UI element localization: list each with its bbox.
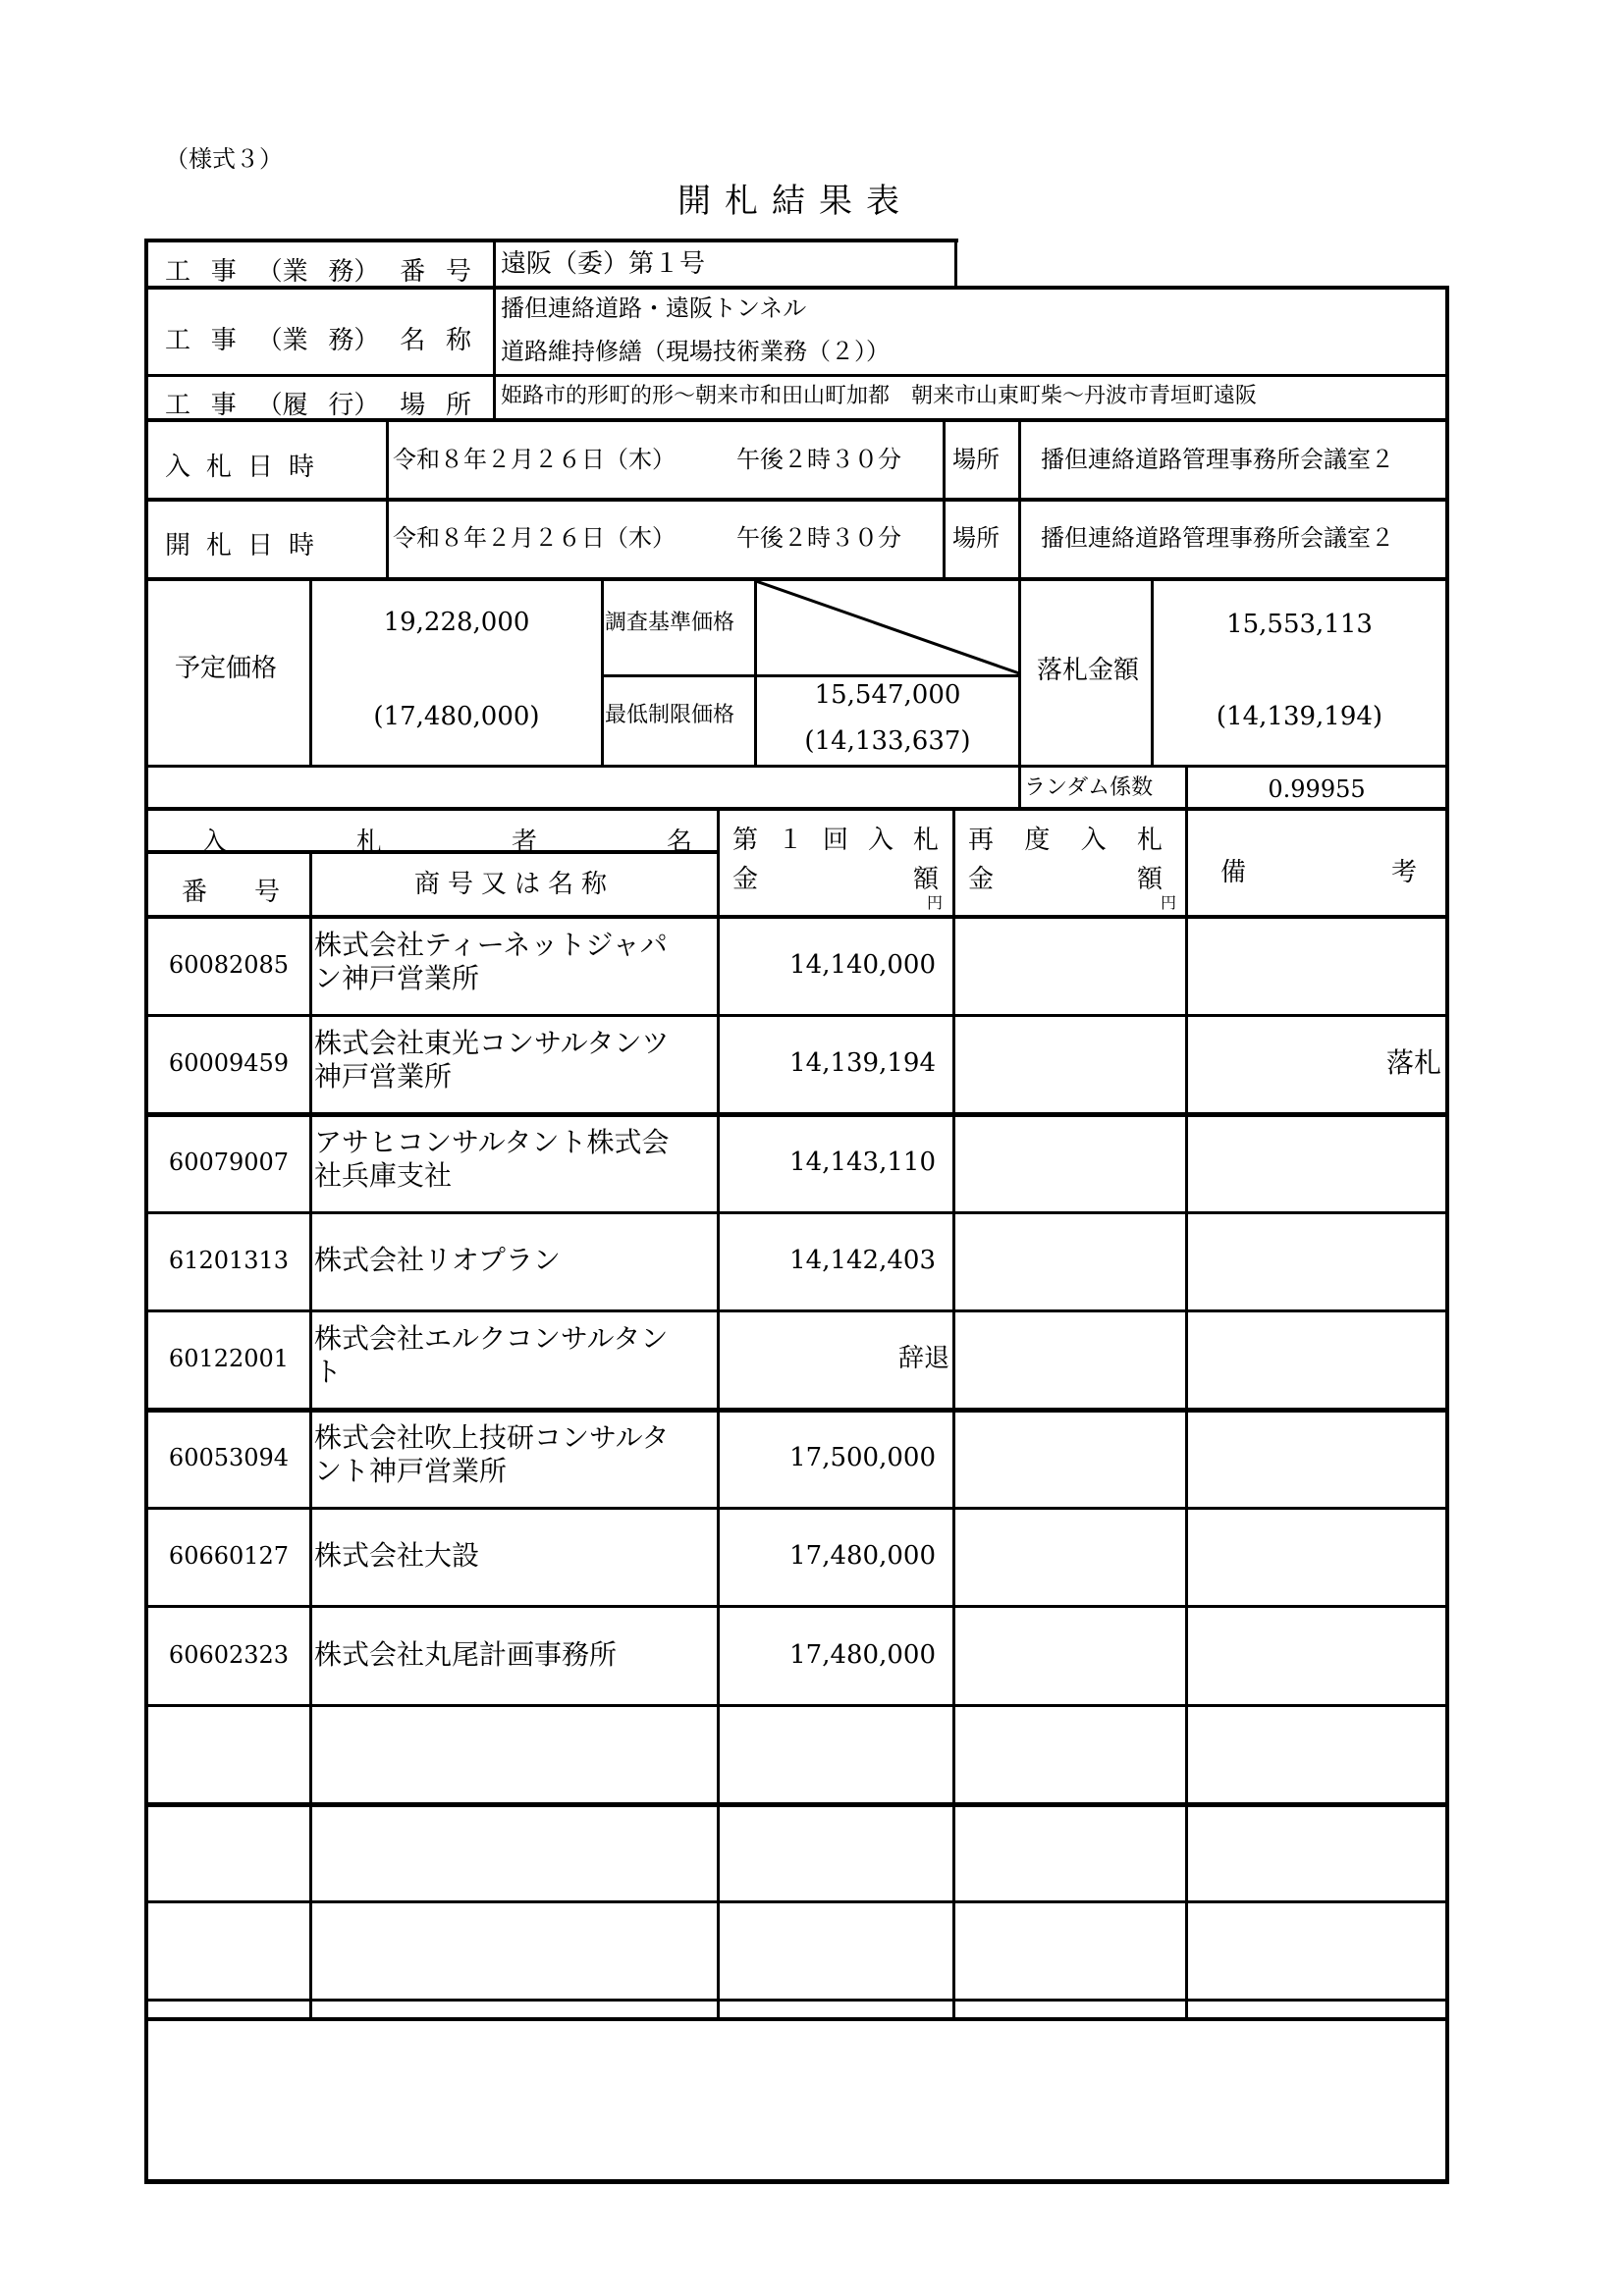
bidder-number: 60082085: [168, 951, 290, 979]
first-bid-amount: 14,143,110: [789, 1148, 936, 1177]
first-bid-header-top: 第 １ 回 入 札: [732, 826, 939, 855]
random-coefficient-label: ランダム係数: [1024, 775, 1154, 800]
planned-price-label: 予定価格: [175, 654, 278, 683]
first-bid-amount: 14,140,000: [789, 950, 936, 980]
first-bid-amount: 17,480,000: [789, 1640, 936, 1670]
bid-place-label: 場所: [952, 446, 1000, 473]
bidder-name-line1: 株式会社丸尾計画事務所: [314, 1638, 618, 1671]
bidder-name-line2: ン神戸営業所: [314, 962, 480, 994]
bidder-name-line2: 神戸営業所: [314, 1060, 453, 1093]
min-limit-ex-tax: (14,133,637): [804, 726, 971, 756]
first-bid-amount: 17,500,000: [789, 1443, 936, 1472]
first-bid-amount: 辞退: [897, 1344, 949, 1373]
rebid-yen-unit: 円: [1161, 893, 1177, 912]
bidder-name-line1: 株式会社吹上技研コンサルタ: [314, 1421, 670, 1454]
min-limit-value: 15,547,000: [814, 680, 961, 710]
bid-time-value: 午後２時３０分: [736, 446, 901, 473]
number-header: 番 号: [182, 878, 280, 907]
work-name-label: 工 事 （業 務） 名 称: [165, 326, 471, 355]
random-coefficient-value: 0.99955: [1268, 775, 1366, 803]
first-bid-amount: 17,480,000: [789, 1541, 936, 1571]
work-number-value: 遠阪（委）第１号: [501, 249, 706, 279]
rebid-header-top: 再 度 入 札: [968, 826, 1163, 855]
open-time-value: 午後２時３０分: [736, 524, 901, 552]
survey-base-label: 調査基準価格: [605, 611, 735, 635]
diagonal-slash: [756, 581, 1019, 675]
bidder-name-line1: 株式会社リオプラン: [314, 1244, 561, 1276]
first-bid-amount: 14,139,194: [789, 1048, 936, 1078]
rebid-header-bottom: 金 額: [968, 865, 1163, 894]
notes-area: [148, 2021, 1445, 2179]
bidder-number: 60009459: [168, 1049, 290, 1077]
bidder-number: 60079007: [168, 1148, 290, 1176]
work-location-value: 姫路市的形町的形〜朝来市和田山町加都 朝来市山東町柴〜丹波市青垣町遠阪: [501, 384, 1258, 408]
bidder-number: 60053094: [168, 1444, 290, 1471]
bidder-name-line1: 株式会社大設: [314, 1539, 480, 1572]
open-date-value: 令和８年２月２６日（木）: [393, 524, 676, 552]
open-place-value: 播但連絡道路管理事務所会議室２: [1041, 524, 1394, 552]
work-name-line1: 播但連絡道路・遠阪トンネル: [501, 294, 807, 322]
bidder-name-line1: 株式会社東光コンサルタンツ: [314, 1027, 670, 1059]
bidder-number: 60602323: [168, 1641, 290, 1669]
remarks-header: 備 考: [1220, 858, 1417, 887]
planned-price-value: 19,228,000: [383, 608, 530, 637]
first-bid-yen-unit: 円: [927, 893, 944, 912]
bidder-number: 60660127: [168, 1542, 290, 1570]
open-date-label: 開 札 日 時: [165, 531, 314, 561]
form-label: （様式３）: [165, 145, 283, 173]
min-limit-label: 最低制限価格: [605, 703, 735, 727]
bidder-name-header: 入 札 者 名: [201, 828, 692, 857]
company-name-header: 商号又は名称: [413, 870, 615, 899]
work-location-label: 工 事 （履 行） 場 所: [165, 391, 471, 420]
remarks-value: 落札: [1385, 1046, 1441, 1079]
open-place-label: 場所: [952, 524, 1000, 552]
first-bid-amount: 14,142,403: [789, 1246, 936, 1275]
bid-date-value: 令和８年２月２６日（木）: [393, 446, 676, 473]
bid-place-value: 播但連絡道路管理事務所会議室２: [1041, 446, 1394, 473]
planned-price-ex-tax: (17,480,000): [373, 702, 540, 731]
first-bid-header-bottom: 金 額: [732, 865, 939, 894]
bid-date-label: 入 札 日 時: [165, 453, 314, 482]
bidder-number: 60122001: [168, 1345, 290, 1372]
bidder-name-line2: ント神戸営業所: [314, 1455, 508, 1487]
bidder-name-line2: ト: [314, 1356, 343, 1388]
award-price-value: 15,553,113: [1226, 610, 1373, 639]
bidder-name-line1: 株式会社エルクコンサルタン: [314, 1322, 669, 1355]
work-number-label: 工 事 （業 務） 番 号: [165, 257, 471, 287]
bidder-number: 61201313: [168, 1247, 290, 1274]
award-price-label: 落札金額: [1037, 656, 1140, 685]
bidder-name-line1: 株式会社ティーネットジャパ: [314, 929, 668, 961]
table-bottom-border: [144, 2179, 1449, 2184]
award-price-ex-tax: (14,139,194): [1216, 702, 1383, 731]
bidder-name-line1: アサヒコンサルタント株式会: [314, 1126, 670, 1158]
bidder-name-line2: 社兵庫支社: [314, 1159, 453, 1192]
page-title: 開札結果表: [677, 182, 913, 221]
work-name-line2: 道路維持修繕（現場技術業務（２））: [501, 338, 890, 365]
